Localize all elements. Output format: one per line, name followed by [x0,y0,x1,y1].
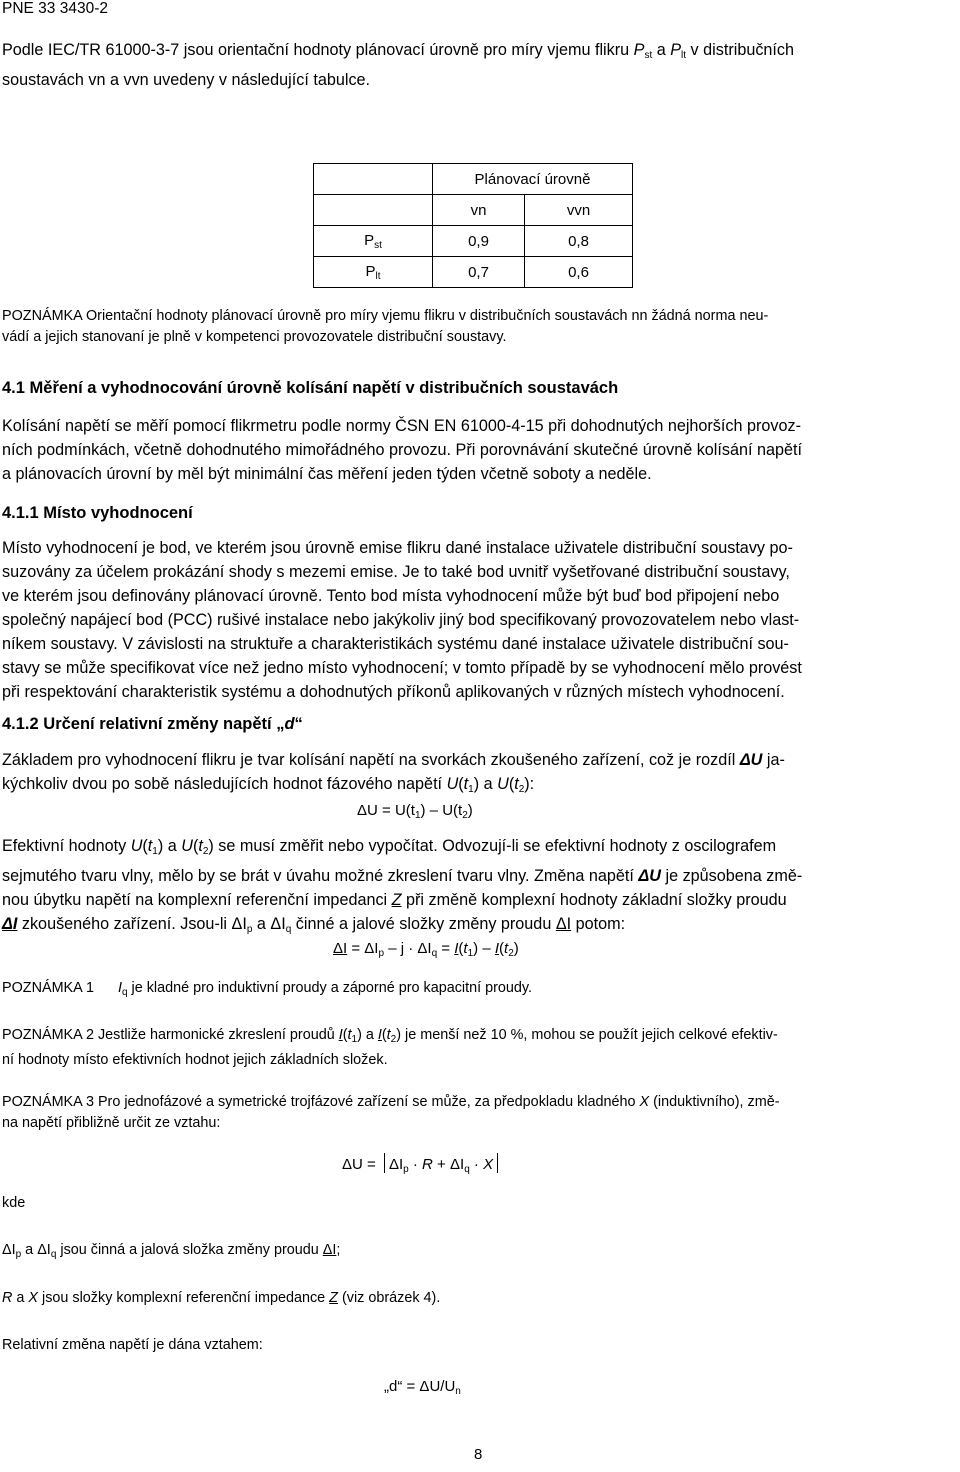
column-header-vn: vn [433,195,525,226]
note-3: POZNÁMKA 3 Pro jednofázové a symetrické trojfázové zařízení se může, za předpokladu kladného X (induktivního), změ- na napětí přibližně určit ze vztahu: [2,1094,780,1131]
table-cell: 0,7 [433,257,525,288]
definition-current-components: $\Delta I_p$ a $\Delta I_q$ jsou činná a jalová složka změny proudu ΔI; [2,1242,341,1260]
section-4-1-paragraph: Kolísání napětí se měří pomocí flikrmetru podle normy ČSN EN 61000-4-15 při dohodnutých nejhorších provoz- ních podmínkách, včetně dohodnutého mimořádného provozu. Při porovnávání skutečné úrovně kolísání napětí a plánovacích úrovní by měl být minimální čas měření jeden týden včetně soboty a neděle. [2,417,802,483]
section-heading-4-1-2: 4.1.2 Určení relativní změny napětí „d“ [2,715,303,733]
planning-levels-table [313,163,633,288]
relative-change-intro: Relativní změna napětí je dána vztahem: [2,1337,263,1353]
section-4-1-1-paragraph: Místo vyhodnocení je bod, ve kterém jsou úrovně emise flikru dané instalace uživatele distribuční soustavy po- suzovány za účelem prokázání shody s mezemi emise. Je to také bod uvnitř vyšetřované distribuční soustavy, ve kterém jsou definovány plánovací úrovně. Tento bod místa vyhodnocení může být buď bod připojení nebo společný napájecí bod (PCC) rušivé instalace nebo jakýkoliv jiný bod specifikovaný provozovatelem nebo vlast- níkem soustavy. V závislosti na struktuře a charakteristikách systému dané instalace uživatele distribuční sou- stavy se může specifikovat více než jedno místo vyhodnocení; v tomto případě by se vyhodnocení mělo provést při respektování charakteristik systému a dohodnutých příkonů aplikovaných v různých místech vyhodnocení. [2,539,802,701]
equation-delta-i: $\Delta I = \Delta I_p - j \cdot \Delta I_q = I(t_1) - I(t_2)$ [333,940,519,959]
page-number: 8 [474,1446,483,1463]
table-row [314,226,633,257]
table-row [314,257,633,288]
equation-relative-change: „d“ = $\Delta U/U_n$ [384,1378,461,1397]
table-cell: 0,9 [433,226,525,257]
definition-impedance-components: R a X jsou složky komplexní referenční impedance Z (viz obrázek 4). [2,1290,441,1306]
note-2: POZNÁMKA 2 Jestliže harmonické zkreslení proudů $I(t_1)$ a $I(t_2)$ je menší než 10 %, mohou se použít jejich celkové efektiv- ní hodnoty místo efektivních hodnot jejich základních složek. [2,1027,778,1068]
table-cell: 0,6 [525,257,633,288]
section-heading-4-1-1: 4.1.1 Místo vyhodnocení [2,504,193,522]
equation-approx-delta-u: $\Delta U = \Delta I_p \cdot R + \Delta I_q \cdot X$ [342,1153,502,1175]
section-4-1-2-paragraph-1: Základem pro vyhodnocení flikru je tvar kolísání napětí na svorkách zkoušeného zařízení, což je rozdíl ΔU ja- kýchkoliv dvou po sobě následujících hodnot fázového napětí $U(t_1)$ a $U(t_2)$: [2,751,785,795]
column-header-vvn: vvn [525,195,633,226]
table-header: Plánovací úrovně [433,164,633,195]
section-4-1-2-paragraph-2: Efektivní hodnoty $U(t_1)$ a $U(t_2)$ se musí změřit nebo vypočítat. Odvozují-li se efektivní hodnoty z oscilografem sejmutého tvaru vlny, mělo by se brát v úvahu možné zkreslení tvaru vlny. Změna napětí ΔU je způsobena změ- nou úbytku napětí na komplexní referenční impedanci Z při změně komplexní hodnoty základní složky proudu ΔI zkoušeného zařízení. Jsou-li $\Delta I_p$ a $\Delta I_q$ činné a jalové složky změny proudu ΔI potom: [2,837,803,935]
intro-paragraph: Podle IEC/TR 61000-3-7 jsou orientační hodnoty plánovací úrovně pro míry vjemu flikru $P_{st}$ a $P_{lt}$ v distribučních soustavách vn a vvn uvedeny v následující tabulce. [2,41,795,89]
equation-delta-u: $\Delta U = U(t_1) - U(t_2)$ [357,802,473,821]
table-note: POZNÁMKA Orientační hodnoty plánovací úrovně pro míry vjemu flikru v distribučních soustavách nn žádná norma neu- vádí a jejich stanovaní je plně v kompetenci provozovatele distribuční soustavy. [2,308,769,345]
document-id: PNE 33 3430-2 [2,0,108,17]
row-label: $P_{st}$ [314,226,433,257]
note-1: POZNÁMKA 1 $I_q$ je kladné pro induktivní proudy a záporné pro kapacitní proudy. [2,980,533,998]
section-heading-4-1: 4.1 Měření a vyhodnocování úrovně kolísání napětí v distribučních soustavách [2,379,619,397]
row-label: $P_{lt}$ [314,257,433,288]
where-label: kde [2,1195,26,1211]
table-cell: 0,8 [525,226,633,257]
